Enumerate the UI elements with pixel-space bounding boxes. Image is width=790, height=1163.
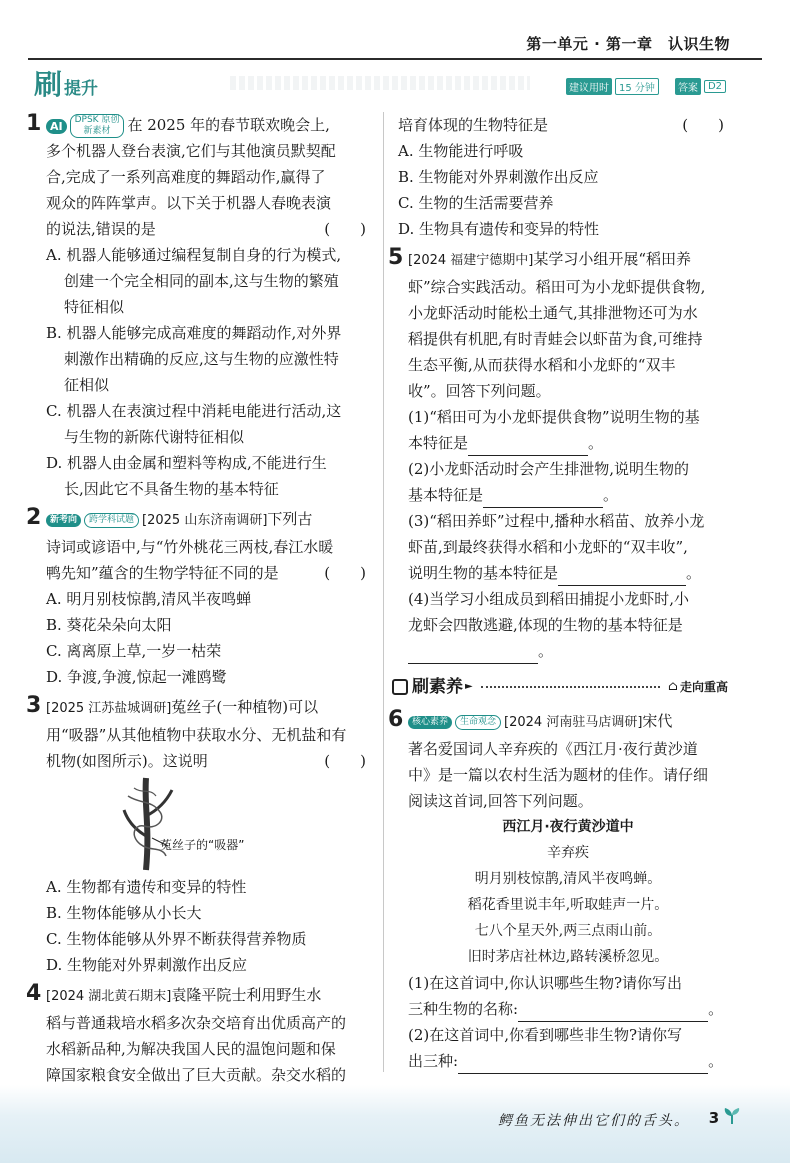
sub-text: 三种生物的名称: — [408, 1000, 519, 1018]
option-d: D. 生物能对外界刺激作出反应 — [46, 956, 248, 974]
option-line: B. 机器人能够完成高难度的舞蹈动作,对外界 — [46, 324, 342, 342]
question-3 — [26, 693, 370, 978]
sub-question-3: 虾苗,到最终获得水稻和小龙虾的“双丰收”, — [408, 538, 688, 556]
section-header — [392, 672, 728, 702]
dpsk-badge-bottom: 新素材 — [83, 126, 111, 136]
stem-line: 诗词或谚语中,与“竹外桃花三两枝,春江水暖 — [46, 538, 334, 556]
question-number: 1 — [26, 111, 42, 136]
option-a: A. 明月别枝惊鹊,清风半夜鸣蝉 — [46, 590, 252, 608]
life-concept-badge: 生命观念 — [455, 715, 501, 730]
sub-text: 出三种: — [408, 1052, 459, 1070]
poem-line: 七八个星天外,两三点雨山前。 — [474, 923, 662, 939]
option-a: A. 生物都有遗传和变异的特性 — [46, 878, 247, 896]
option-line: C. 机器人在表演过程中消耗电能进行活动,这 — [46, 402, 342, 420]
option-line: D. 机器人由金属和塑料等构成,不能进行生 — [46, 454, 327, 472]
left-column — [26, 111, 370, 1088]
stem-text: 机物(如图所示)。这说明 — [46, 752, 208, 770]
question-number: 6 — [388, 707, 404, 732]
ai-badge: AI — [46, 119, 67, 134]
option-d — [46, 450, 370, 502]
stem-text: 在 2025 年的春节联欢晚会上, — [127, 116, 330, 134]
core-literacy-badge: 核心素养 — [408, 716, 452, 729]
stem-line: 小龙虾活动时能松土通气,其排泄物还可为水 — [408, 304, 698, 322]
stem-line — [46, 560, 370, 586]
stem-text: 菟丝子(一种植物)可以 — [171, 698, 319, 716]
new-direction-badge: 新考向 — [46, 514, 81, 527]
sub-question-1-answer — [408, 996, 728, 1022]
right-column — [388, 112, 728, 1074]
option-c — [46, 398, 370, 450]
sub-question-4-answer — [408, 638, 728, 664]
question-number: 5 — [388, 245, 404, 270]
option-c: C. 生物的生活需要营养 — [398, 194, 554, 212]
poem-title: 西江月·夜行黄沙道中 — [502, 819, 634, 835]
question-number: 2 — [26, 505, 42, 530]
poem-line: 明月别枝惊鹊,清风半夜鸣蝉。 — [474, 871, 662, 887]
stem-text: 鸭先知”蕴含的生物学特征不同的是 — [46, 564, 279, 582]
sub-question-1: (1)“稻田可为小龙虾提供食物”说明生物的基 — [408, 408, 700, 426]
answer-blank[interactable] — [458, 1056, 708, 1074]
meta-info — [566, 78, 726, 95]
question-number: 4 — [26, 981, 42, 1006]
question-source: [2024 河南驻马店调研] — [504, 715, 643, 730]
brand-big: 刷 — [34, 68, 63, 101]
arrow-icon: ► — [465, 681, 473, 692]
page-number: 3 — [708, 1109, 720, 1127]
sub-question-4: (4)当学习小组成员到稻田捕捉小龙虾时,小 — [408, 590, 690, 608]
stem-line — [46, 748, 370, 774]
suggest-time-value: 15 分钟 — [615, 78, 659, 95]
poem-author: 辛弃疾 — [547, 845, 589, 861]
stem-line: 观众的阵阵掌声。以下关于机器人春晚表演 — [46, 194, 332, 212]
header-rule — [28, 58, 762, 60]
stem-line — [46, 506, 370, 534]
question-source: [2025 江苏盐城调研] — [46, 701, 172, 716]
option-line: A. 机器人能够通过编程复制自身的行为模式, — [46, 246, 342, 264]
stem-line — [398, 112, 728, 138]
dpsk-badge-top: DPSK 原创 — [74, 115, 120, 125]
answer-blank[interactable] — [408, 646, 538, 664]
dodder-figure — [116, 776, 370, 872]
brand-logo — [34, 68, 98, 100]
option-b: B. 葵花朵朵向太阳 — [46, 616, 172, 634]
option-line: 与生物的新陈代谢特征相似 — [64, 428, 245, 446]
poem — [408, 814, 728, 970]
stem-line — [408, 246, 728, 274]
answer-blank[interactable] — [468, 438, 588, 456]
building-icon: ⌂ — [668, 679, 678, 694]
stem-line: 著名爱国词人辛弃疾的《西江月·夜行黄沙道 — [408, 740, 698, 758]
footer-fact: 鳄鱼无法伸出它们的舌头。 — [498, 1113, 690, 1129]
option-line: 征相似 — [64, 376, 110, 394]
stem-line: 虾”综合实践活动。稻田可为小龙虾提供食物, — [408, 278, 706, 296]
answer-paren: ( ) — [324, 564, 366, 582]
poem-line: 旧时茅店社林边,路转溪桥忽见。 — [467, 949, 669, 965]
sub-question-1: (1)在这首词中,你认识哪些生物?请你写出 — [408, 974, 683, 992]
option-c: C. 生物体能够从外界不断获得营养物质 — [46, 930, 307, 948]
stem-line: 水稻新品种,为解决我国人民的温饱问题和保 — [46, 1040, 336, 1058]
dpsk-badge — [70, 114, 125, 138]
answer-value: D2 — [704, 80, 726, 93]
answer-blank[interactable] — [483, 490, 603, 508]
stem-line — [46, 112, 370, 138]
sub-question-2-answer — [408, 482, 728, 508]
question-1 — [26, 111, 370, 502]
question-source: [2024 福建宁德期中] — [408, 253, 534, 268]
stem-line: 中》是一篇以农村生活为题材的佳作。请仔细 — [408, 766, 709, 784]
period: 。 — [588, 434, 604, 452]
column-divider — [383, 112, 384, 1072]
option-line: 刺激作出精确的反应,这与生物的应激性特 — [64, 350, 339, 368]
sub-question-2-answer — [408, 1048, 728, 1074]
stem-line: 用“吸器”从其他植物中获取水分、无机盐和有 — [46, 726, 347, 744]
option-line: 长,因此它不具备生物的基本特征 — [64, 480, 279, 498]
stem-line — [46, 216, 370, 242]
option-a — [46, 242, 370, 320]
sub-question-3: (3)“稻田养虾”过程中,播种水稻苗、放养小龙 — [408, 512, 705, 530]
stem-line: 稻提供有机肥,有时青蛙会以虾苗为食,可维持 — [408, 330, 703, 348]
stem-line: 合,完成了一系列高难度的舞蹈动作,赢得了 — [46, 168, 326, 186]
period: 。 — [686, 564, 702, 582]
stem-line — [46, 982, 370, 1010]
option-b: B. 生物能对外界刺激作出反应 — [398, 168, 599, 186]
stem-text: 培育体现的生物特征是 — [398, 116, 549, 134]
answer-paren: ( ) — [324, 752, 366, 770]
question-6 — [388, 707, 728, 1074]
cross-subject-badge: 跨学科试题 — [84, 513, 139, 528]
stem-text: 袁隆平院士利用野生水 — [171, 986, 322, 1004]
dotted-rule — [481, 686, 660, 688]
stem-line: 生态平衡,从而获得水稻和小龙虾的“双丰 — [408, 356, 676, 374]
answer-paren: ( ) — [324, 220, 366, 238]
question-2 — [26, 505, 370, 690]
question-4-continued — [392, 112, 728, 242]
sub-question-3-answer — [408, 560, 728, 586]
sub-question-2: (2)小龙虾活动时会产生排泄物,说明生物的 — [408, 460, 690, 478]
stem-line: 稻与普通栽培水稻多次杂交培育出优质高产的 — [46, 1014, 347, 1032]
answer-blank[interactable] — [558, 568, 686, 586]
question-4 — [26, 981, 370, 1088]
period: 。 — [603, 486, 619, 504]
question-source: [2025 山东济南调研] — [142, 513, 268, 528]
answer-blank[interactable] — [518, 1004, 708, 1022]
unit-title: 第一单元 · 第一章 认识生物 — [526, 35, 730, 53]
section-title: 刷素养 — [412, 677, 463, 697]
sub-text: 本特征是 — [408, 434, 469, 452]
stem-text: 的说法,错误的是 — [46, 220, 156, 238]
option-a: A. 生物能进行呼吸 — [398, 142, 524, 160]
sub-question-2: (2)在这首词中,你看到哪些非生物?请你写 — [408, 1026, 683, 1044]
question-5 — [388, 245, 728, 664]
period: 。 — [708, 1052, 724, 1070]
sub-question-1-answer — [408, 430, 728, 456]
question-number: 3 — [26, 693, 42, 718]
answer-label: 答案 — [675, 78, 701, 95]
stem-line: 障国家粮食安全做出了巨大贡献。杂交水稻的 — [46, 1066, 347, 1084]
suggest-time-label: 建议用时 — [566, 78, 612, 95]
pen-icon — [392, 679, 408, 695]
sprout-icon — [722, 1106, 742, 1126]
option-line: 创建一个完全相同的副本,这与生物的繁殖 — [64, 272, 339, 290]
period: 。 — [538, 642, 554, 660]
option-b — [46, 320, 370, 398]
sub-question-4: 龙虾会四散逃避,体现的生物的基本特征是 — [408, 616, 683, 634]
faint-watermark — [230, 76, 530, 90]
section-right-label: 走向重高 — [679, 680, 728, 694]
poem-line: 稻花香里说丰年,听取蛙声一片。 — [467, 897, 669, 913]
option-c: C. 离离原上草,一岁一枯荣 — [46, 642, 222, 660]
sub-text: 说明生物的基本特征是 — [408, 564, 559, 582]
brand-small: 提升 — [64, 79, 99, 99]
option-line: 特征相似 — [64, 298, 125, 316]
figure-caption: 菟丝子的“吸器” — [160, 838, 245, 852]
question-source: [2024 湖北黄石期末] — [46, 989, 172, 1004]
stem-line — [408, 708, 728, 736]
answer-paren: ( ) — [682, 116, 724, 134]
stem-line: 收”。回答下列问题。 — [408, 382, 551, 400]
stem-text: 某学习小组开展“稻田养 — [533, 250, 692, 268]
stem-text: 宋代 — [642, 712, 673, 730]
option-b: B. 生物体能够从小长大 — [46, 904, 202, 922]
period: 。 — [708, 1000, 724, 1018]
option-d: D. 生物具有遗传和变异的特性 — [398, 220, 600, 238]
stem-line: 阅读这首词,回答下列问题。 — [408, 792, 593, 810]
stem-line — [46, 694, 370, 722]
option-d: D. 争渡,争渡,惊起一滩鸥鹭 — [46, 668, 227, 686]
stem-text: 下列古 — [267, 510, 313, 528]
stem-line: 多个机器人登台表演,它们与其他演员默契配 — [46, 142, 336, 160]
sub-text: 基本特征是 — [408, 486, 484, 504]
